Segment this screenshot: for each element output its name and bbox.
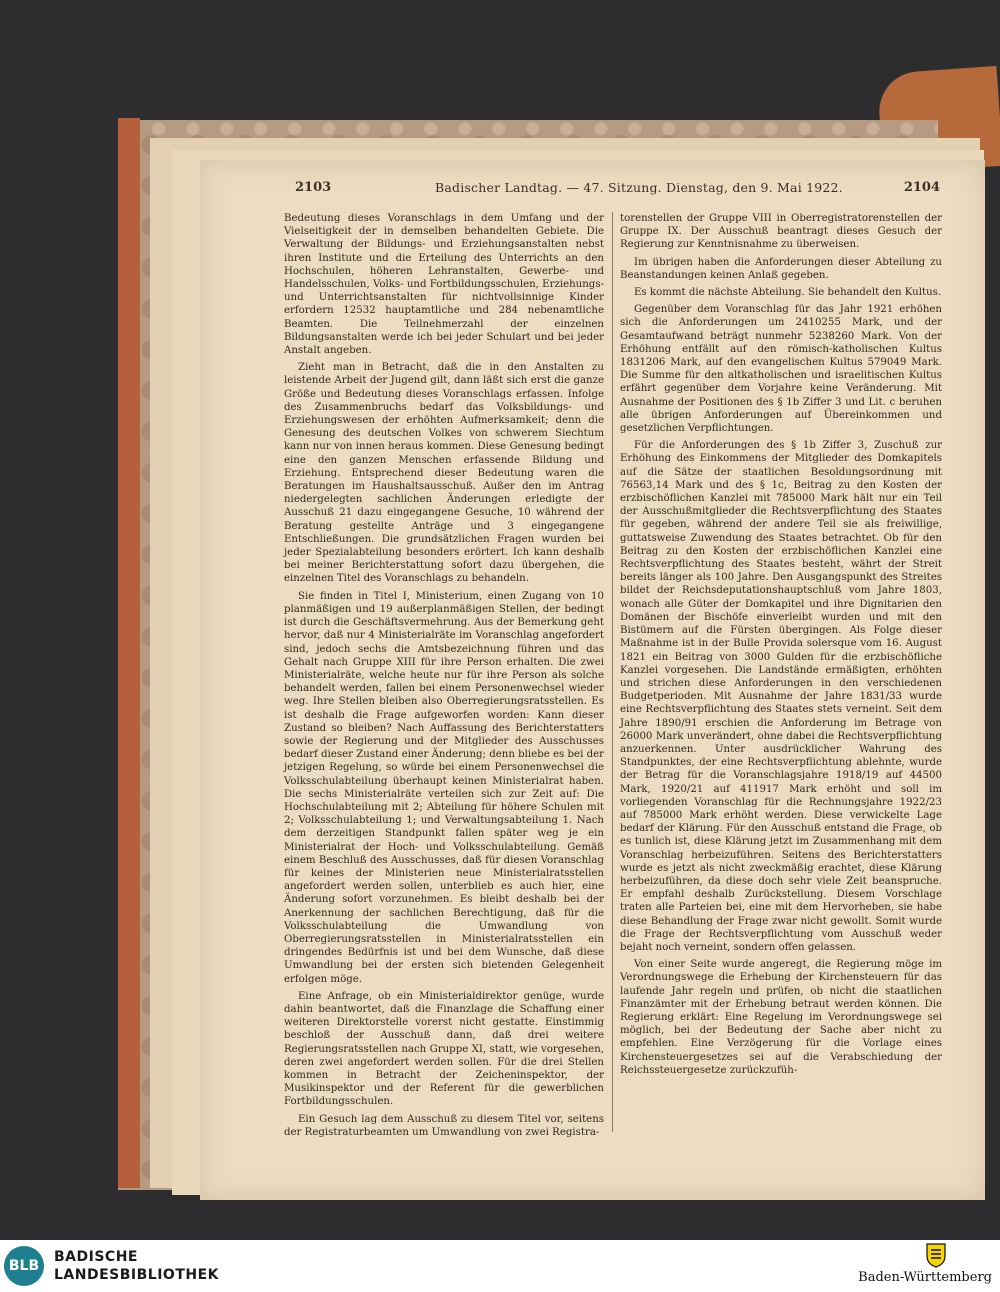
state-label[interactable]: Baden-Württemberg bbox=[858, 1270, 992, 1285]
paragraph: Ein Gesuch lag dem Ausschuß zu diesem Titel vor, seitens der Registraturbeamten um Umwandlung von zwei Registra- bbox=[284, 1113, 604, 1138]
page-number-right: 2104 bbox=[903, 180, 940, 195]
paragraph: Gegenüber dem Voranschlag für das Jahr 1921 erhöhen sich die Anforderungen um 2410255 Mark, und der Gesamtaufwand beträgt nunmehr 5238260 Mark. Von der Erhöhung entfällt auf den römisch-katholischen Kultus 1831206 Mark, auf den evangelischen Kultus 579049 Mark. Die Summe für den altkatholischen und israelitischen Kultus erfährt gegenüber dem Vorjahre keine Veränderung. Mit Ausnahme der Positionen des § 1b Ziffer 3 und Lit. c beruhen alle übrigen Anforderungen auf Übereinkommen und gesetzlichen Verpflichtungen. bbox=[620, 304, 942, 435]
viewer-footer bbox=[0, 1240, 1000, 1292]
blb-logo[interactable]: BLB bbox=[4, 1246, 44, 1286]
page-number-left: 2103 bbox=[295, 180, 332, 195]
right-column bbox=[620, 212, 942, 1081]
running-title: Badischer Landtag. — 47. Sitzung. Dienstag, den 9. Mai 1922. bbox=[435, 180, 843, 195]
coat-of-arms-icon bbox=[925, 1242, 947, 1268]
library-name-line2: LANDESBIBLIOTHEK bbox=[54, 1267, 220, 1283]
paragraph: Im übrigen haben die Anforderungen dieser Abteilung zu Beanstandungen keinen Anlaß gegeben. bbox=[620, 256, 942, 281]
paragraph: Von einer Seite wurde angeregt, die Regierung möge im Verordnungswege die Erhebung der Kirchensteuern für das laufende Jahr regeln und prüfen, ob nicht die staatlichen Finanzämter mit der Erhebung betraut werden können. Die Regierung erklärt: Eine Regelung im Verordnungswege sei möglich, bei der Bedeutung der Sache aber nicht zu empfehlen. Eine Verzögerung für die Vorlage eines Kirchensteuergesetzes sei auf die Verabschiedung der Reichssteuergesetze zurückzufüh- bbox=[620, 959, 942, 1076]
paragraph: Sie finden in Titel I, Ministerium, einen Zugang von 10 planmäßigen und 19 außerplanmäßigen Stellen, der bedingt ist durch die Geschäftsvermehrung. Aus der Bemerkung geht hervor, daß nur 4 Ministerialräte im Voranschlag angefordert sind, jedoch sechs die Amtsbezeichnung führen und das Gehalt nach Gruppe XIII für ihre Person erhalten. Die zwei Ministerialräte, welche heute nur für ihre Person als solche behandelt werden, fallen bei einem Personenwechsel wieder weg. Ihre Stellen bleiben also Oberregierungsratsstellen. Es ist deshalb die Frage aufgeworfen worden: Kann dieser Zustand so bleiben? Nach Auffassung des Berichterstatters sowie der Regierung und der Mitglieder des Ausschusses bedarf dieser Zustand einer Änderung; denn bliebe es bei der jetzigen Regelung, so würde bei einem Personenwechsel die Volksschulabteilung überhaupt keinen Ministerialrat haben. Die sechs Ministerialräte verteilen sich zur Zeit auf: Die Hochschulabteilung mit 2; Abteilung für höhere Schulen mit 2; Volksschulabteilung 1; und Verwaltungsabteilung 1. Nach dem derzeitigen Standpunkt fallen später weg je ein Ministerialrat der Hoch- und Volksschulabteilung. Gemäß einem Beschluß des Ausschusses, daß für diesen Voranschlag für keines der Ministerien neue Ministerialratsstellen angefordert werden sollen, unterblieb es auch hier, eine Änderung sofort vorzunehmen. Es bleibt deshalb bei der Anerkennung der sachlichen Berechtigung, daß für die Volksschulabteilung die Umwandlung von Oberregierungsratsstellen in Ministerialratsstellen ein dringendes Bedürfnis ist und bei dem Wunsche, daß diese Umwandlung bei der ersten sich bietenden Gelegenheit erfolgen möge. bbox=[284, 590, 604, 985]
left-column bbox=[284, 212, 604, 1143]
cover-edge bbox=[118, 118, 140, 1188]
page-header bbox=[295, 180, 940, 204]
paragraph: torenstellen der Gruppe VIII in Oberregistratorenstellen der Gruppe IX. Der Ausschuß beantragt dieses Gesuch der Regierung zur Kenntnisnahme zu überweisen. bbox=[620, 213, 942, 251]
paragraph: Für die Anforderungen des § 1b Ziffer 3, Zuschuß zur Erhöhung des Einkommens der Mitglieder des Domkapitels auf die Sätze der staatlichen Besoldungsordnung mit 76563,14 Mark und des § 1c, Beitrag zu den Kosten der erzbischöflichen Kanzlei mit 785000 Mark hält nur ein Teil der Ausschußmitglieder die Rechtsverpflichtung des Staates für gegeben, während der andere Teil sie als freiwillige, guttatsweise Zuwendung des Staates betrachtet. Ob für den Beitrag zu den Kosten der erzbischöflichen Kanzlei eine Rechtsverpflichtung des Staates besteht, währt der Streit bereits länger als 100 Jahre. Den Ausgangspunkt des Streites bildet der Reichsdeputationshauptschluß vom Jahre 1803, wonach alle Güter der Domkapitel und ihre Dignitarien den Domänen der Bischöfe einverleibt wurden und mit den Bistümern auf die Fürsten übergingen. Als Folge dieser Maßnahme ist in der Bulle Provida solersque vom 16. August 1821 ein Beitrag von 3000 Gulden für die erzbischöfliche Kanzlei vorgesehen. Die Landstände ermäßigten, erhöhten und strichen diese Anforderungen in den verschiedenen Budgetperioden. Mit Ausnahme der Jahre 1831/33 wurde eine Rechtsverpflichtung des Staates stets verneint. Seit dem Jahre 1890/91 erschien die Anforderung im Betrage von 26000 Mark unverändert, ohne dabei die Rechtsverpflichtung anzuerkennen. Unter ausdrücklicher Wahrung des Standpunktes, der eine Rechtsverpflichtung ablehnte, wurde der Betrag für die Voranschlagsjahre 1918/19 auf 44500 Mark, 1920/21 auf 411917 Mark erhöht und soll im vorliegenden Voranschlag für die Rechnungsjahre 1922/23 auf 785000 Mark erhöht werden. Diese verwickelte Lage bedarf der Klärung. Für den Ausschuß entstand die Frage, ob es tunlich ist, diese Klärung jetzt im Zusammenhang mit dem Voranschlag herbeizuführen. Seitens des Berichterstatters wurde es jetzt als nicht zweckmäßig erachtet, diese Klärung herbeizuführen, da diese doch sehr viele Zeit beanspruche. Er empfahl deshalb Zurückstellung. Diesem Vorschlage traten alle Parteien bei, eine mit dem Hervorheben, sie habe diese Behandlung der Frage zwar nicht gewollt. Somit wurde die Frage der Rechtsverpflichtung vom Ausschuß weder bejaht noch verneint, sondern offen gelassen. bbox=[620, 440, 942, 953]
paragraph: Eine Anfrage, ob ein Ministerialdirektor genüge, wurde dahin beantwortet, daß die Finanzlage die Schaffung einer weiteren Direktorstelle vorerst nicht gestatte. Einstimmig beschloß der Ausschuß dann, daß drei weitere Regierungsratsstellen nach Gruppe XI, statt, wie vorgesehen, deren zwei angefordert werden sollen. Für die drei Stellen kommen in Betracht der Zeicheninspektor, der Musikinspektor und der Referent für die gewerblichen Fortbildungsschulen. bbox=[284, 990, 604, 1108]
column-rule bbox=[612, 212, 613, 1132]
paragraph: Es kommt die nächste Abteilung. Sie behandelt den Kultus. bbox=[634, 287, 942, 299]
paragraph: Zieht man in Betracht, daß die in den Anstalten zu leistende Arbeit der Jugend gilt, dann läßt sich erst die ganze Größe und Bedeutung dieses Voranschlags erfassen. Infolge des Zusammenbruchs bedarf das Volksbildungs- und Erziehungswesen der erhöhten Aufmerksamkeit; denn die Genesung des deutschen Volkes von schwerem Siechtum kann nur von innen heraus kommen. Diese Genesung bedingt eine den ganzen Menschen erfassende Bildung und Erziehung. Entsprechend dieser Bedeutung waren die Beratungen im Haushaltsausschuß. Außer den im Antrag niedergelegten sachlichen Änderungen erledigte der Ausschuß 21 dazu eingegangene Gesuche, 10 während der Beratung gestellte Anträge und 3 eingegangene Entschließungen. Die grundsätzlichen Fragen wurden bei jeder Spezialabteilung besonders erörtert. Ich kann deshalb bei meiner Berichterstattung sofort dazu übergehen, die einzelnen Titel des Voranschlags zu behandeln. bbox=[284, 362, 604, 585]
library-name[interactable] bbox=[54, 1248, 219, 1284]
library-name-line1: BADISCHE bbox=[54, 1249, 138, 1265]
paragraph: Bedeutung dieses Voranschlags in dem Umfang und der Vielseitigkeit der in demselben behandelten Gebiete. Die Verwaltung der Bildungs- und Erziehungsanstalten nebst ihren Institute und die Erteilung des Unterrichts an den Hochschulen, höheren Lehranstalten, Gewerbe- und Handelsschulen, Volks- und Fortbildungsschulen, Erziehungs- und Unterrichtsanstalten für nichtvollsinnige Kinder erfordern 12532 hauptamtliche und 284 nebenamtliche Beamten. Die Teilnehmerzahl der einzelnen Bildungsanstalten werde ich bei jeder Schulart und bei jeder Anstalt angeben. bbox=[284, 213, 604, 357]
